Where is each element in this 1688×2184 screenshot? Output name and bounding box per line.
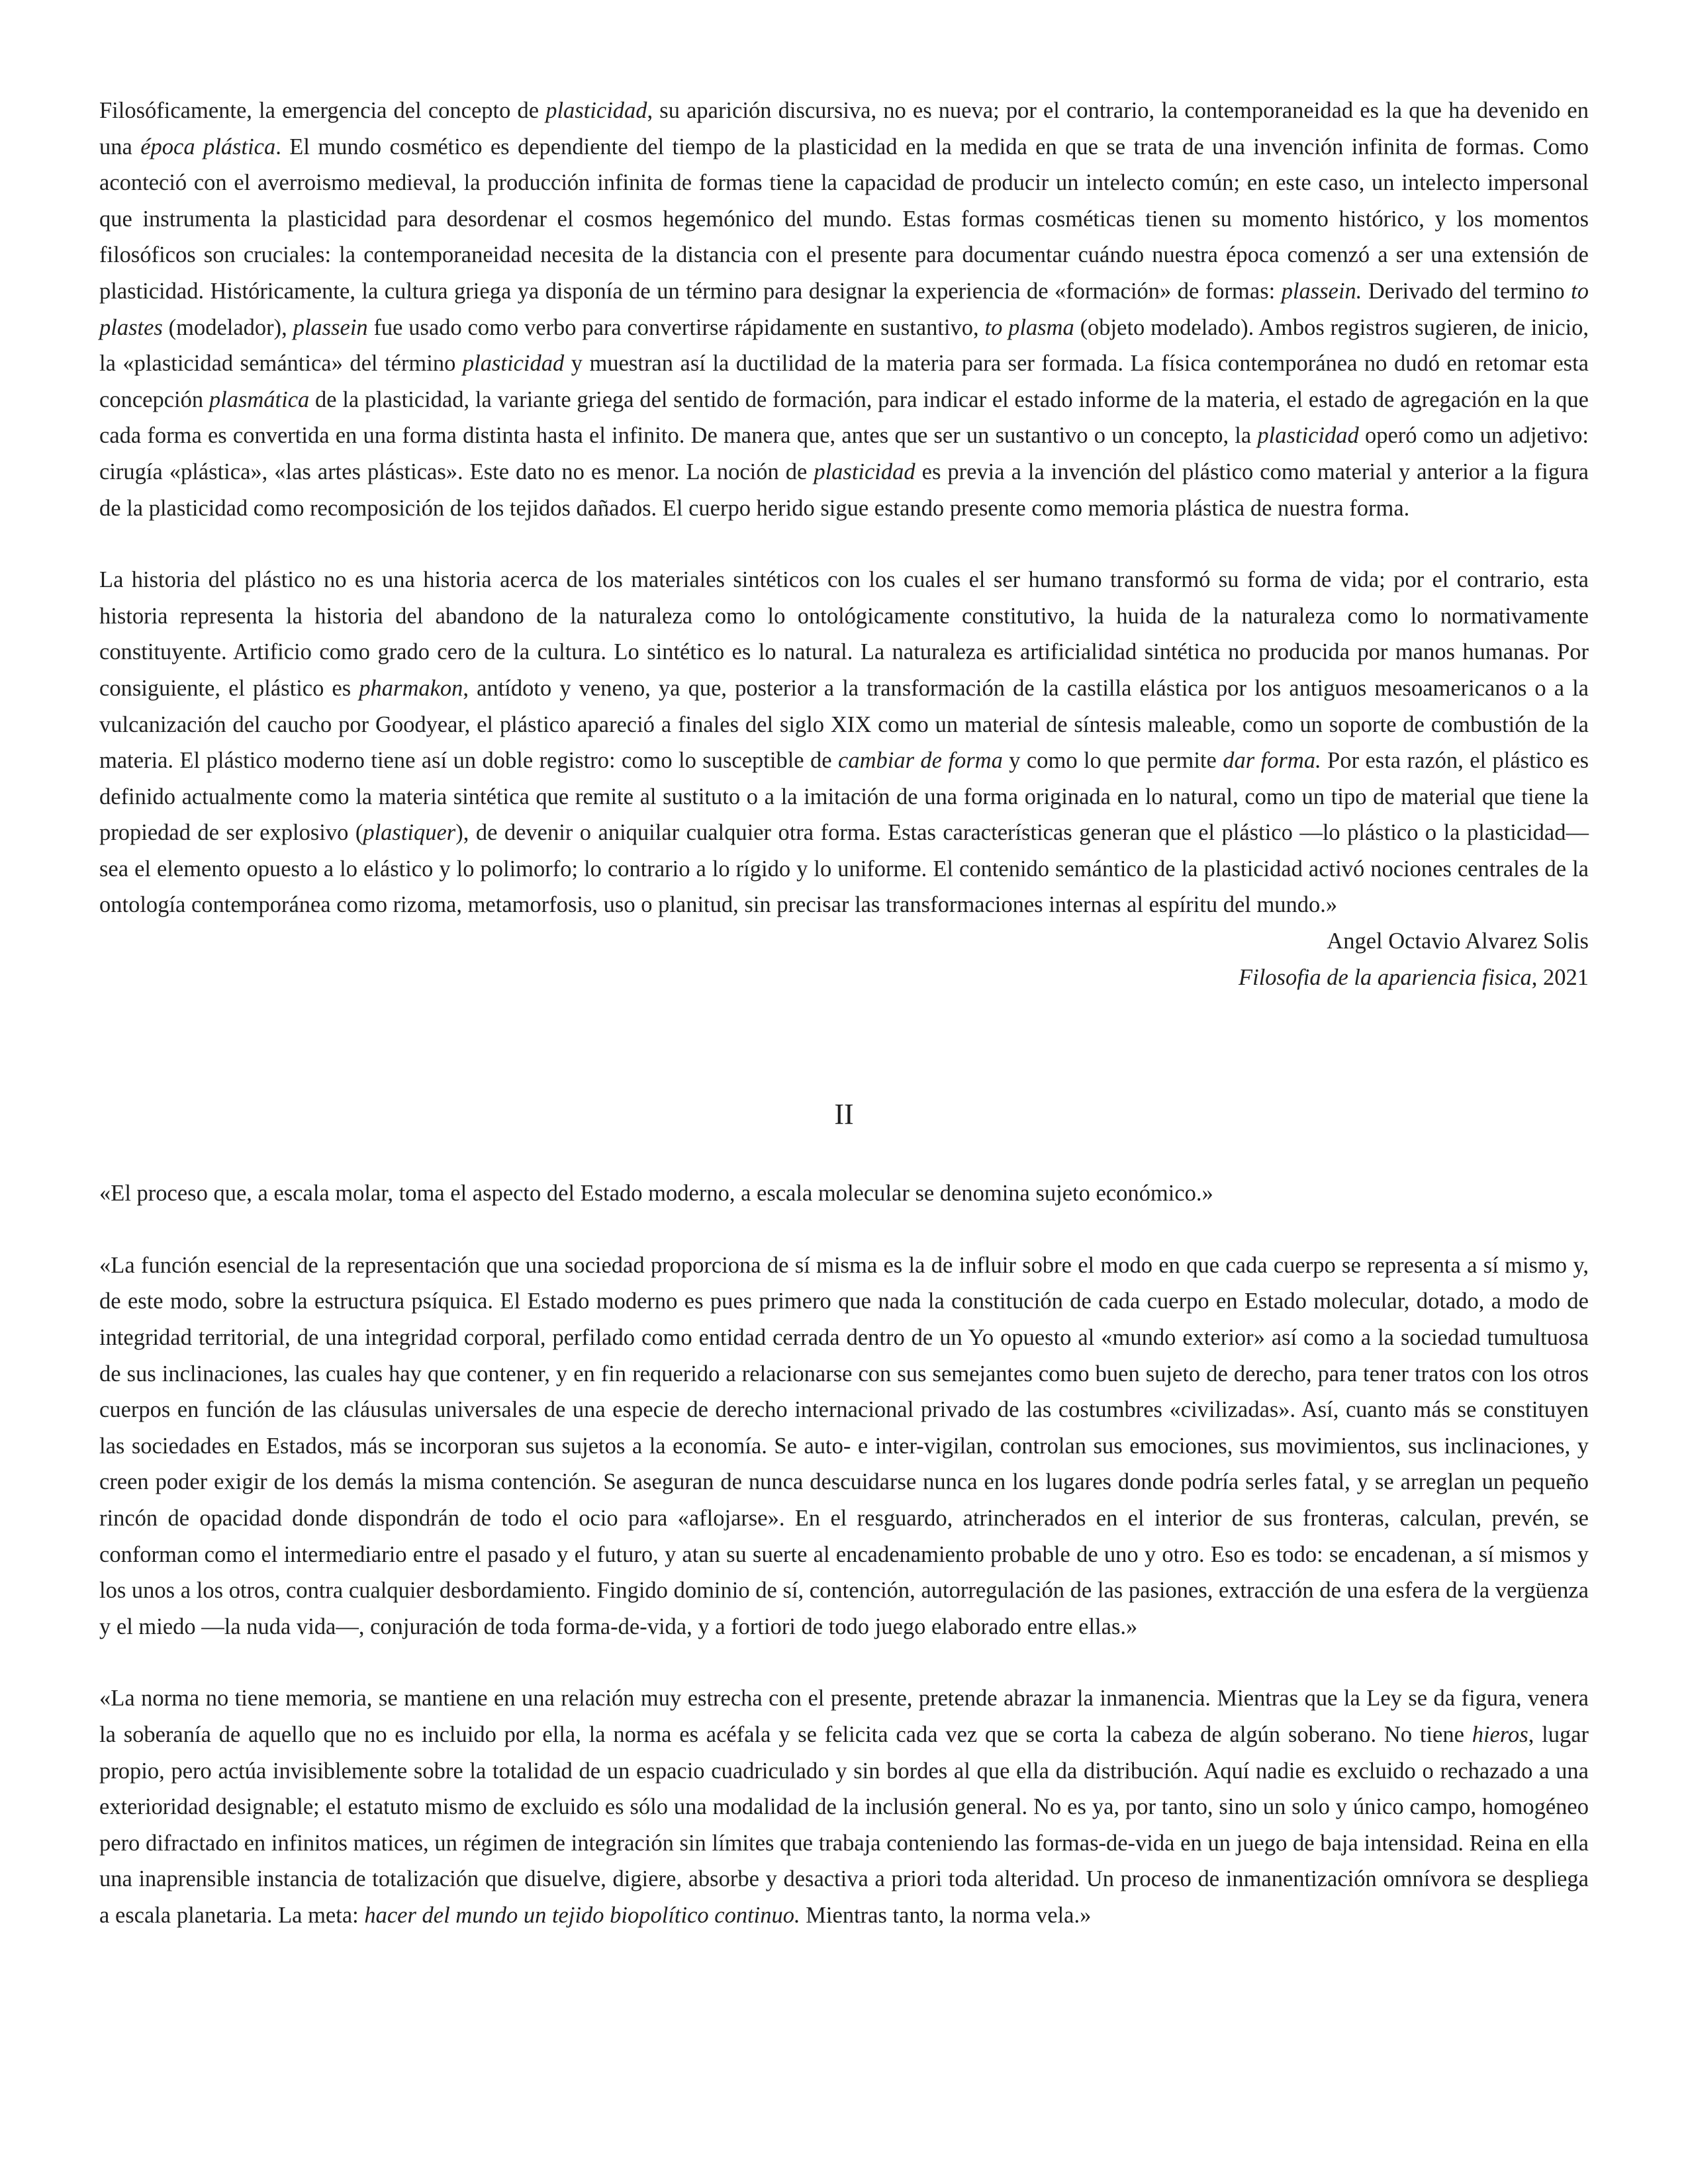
quote-sujeto-economico [99,1175,1589,1212]
text-run: Derivado del termino [1362,278,1571,304]
quote-estado-moderno [99,1248,1589,1645]
italic-term: plasticidad [545,98,647,123]
italic-term: hieros [1472,1721,1528,1747]
attribution-work-title: Filosofia de la apariencia fisica [1239,964,1532,990]
attribution [99,923,1589,995]
paragraph-spacer [99,1212,1589,1248]
text-run: operó como un adjetivo: cirugía «plástica», «las artes plásticas». Este dato no es menor. La noción de [99,423,1589,484]
text-run: Mientras tanto, la norma vela.» [800,1902,1092,1928]
text-run: Filosóficamente, la emergencia del concepto de [99,98,546,123]
text-run: La historia del plástico no es una historia acerca de los materiales sintéticos con los cuales el ser humano transformó su forma de vida; por el contrario, esta historia representa la historia del abandono de la naturaleza como lo ontológicamente constitutivo, la huida de la naturaleza como lo normativamente constituyente. Artificio como grado cero de la cultura. Lo sintético es lo natural. La naturaleza es artificialidad sintética no producida por manos humanas. Por consiguiente, el plástico es [99,567,1589,701]
paragraph-historia-plastico [99,562,1589,923]
attribution-author: Angel Octavio Alvarez Solis [1327,929,1589,954]
text-run: ), de devenir o aniquilar cualquier otra forma. Estas características generan que el plástico —lo plástico o la plasticidad— sea el elemento opuesto a lo elástico y lo polimorfo; lo contrario a lo rígido y lo uniforme. El contenido semántico de la plasticidad activó nociones centrales de la ontología contemporánea como rizoma, metamorfosis, uso o planitud, sin precisar las transformaciones internas al espíritu del mundo.» [99,820,1589,918]
text-run: (objeto modelado). Ambos registros sugieren, de inicio, la «plasticidad semántica» del término [99,314,1589,377]
italic-term: época plástica [140,134,276,159]
text-run: y como lo que permite [1002,748,1223,774]
italic-term: plasticidad [462,351,565,377]
attribution-work [99,960,1589,996]
text-run: (modelador), [162,314,293,340]
attribution-work-year: , 2021 [1531,964,1589,990]
italic-term: plasticidad [1257,423,1359,449]
document-page [99,93,1589,1934]
italic-term: plassein [293,314,368,340]
italic-term: plassein. [1281,278,1362,304]
text-run: es previa a la invención del plástico como material y anterior a la figura de la plasticidad como recomposición de los tejidos dañados. El cuerpo herido sigue estando presente como memoria plástica de nuestra forma. [99,459,1589,521]
italic-term: to plastes [99,278,1589,340]
text-run: «La norma no tiene memoria, se mantiene en una relación muy estrecha con el presente, pretende abrazar la inmanencia. Mientras que la Ley se da figura, venera la soberanía de aquello que no es incluido por ella, la norma es acéfala y se felicita cada vez que se corta la cabeza de algún soberano. No tiene [99,1686,1589,1747]
italic-term: to plasma [984,314,1074,340]
text-run: Por esta razón, el plástico es definido actualmente como la materia sintética que remite al sustituto o a la imitación de una forma originada en lo natural, como un tipo de material que tiene la propiedad de ser explosivo ( [99,748,1589,846]
quote-la-norma [99,1680,1589,1933]
text-run: . El mundo cosmético es dependiente del tiempo de la plasticidad en la medida en que se trata de una invención infinita de formas. Como aconteció con el averroismo medieval, la producción infinita de formas tiene la capacidad de producir un intelecto común; en este caso, un intelecto impersonal que instrumenta la plasticidad para desordenar el cosmos hegemónico del mundo. Estas formas cosméticas tienen su momento histórico, y los momentos filosóficos son cruciales: la contemporaneidad necesita de la distancia con el presente para documentar cuándo nuestra época comenzó a ser una extensión de plasticidad. Históricamente, la cultura griega ya disponía de un término para designar la experiencia de «formación» de formas: [99,134,1589,304]
text-run: «El proceso que, a escala molar, toma el aspecto del Estado moderno, a escala molecular se denomina sujeto económico.» [99,1181,1213,1206]
italic-term: hacer del mundo un tejido biopolítico continuo. [364,1902,800,1928]
section-numeral: II [834,1098,854,1131]
italic-term: cambiar de forma [838,748,1003,774]
text-run: , antídoto y veneno, ya que, posterior a la transformación de la castilla elástica por los antiguos mesoamericanos o a la vulcanización del caucho por Goodyear, el plástico apareció a finales del siglo XIX como un material de síntesis maleable, como un soporte de combustión de la materia. El plástico moderno tiene así un doble registro: como lo susceptible de [99,675,1589,774]
italic-term: plasmática [209,387,310,412]
text-run: , lugar propio, pero actúa invisiblemente sobre la totalidad de un espacio cuadriculado y sin bordes al que ella da distribución. Aquí nadie es excluido o rechazado a una exterioridad designable; el estatuto mismo de excluido es sólo una modalidad de la inclusión general. No es ya, por tanto, sino un solo y único campo, homogéneo pero difractado en infinitos matices, un régimen de integración sin límites que trabaja conteniendo las formas-de-vida en un juego de baja intensidad. Reina en ella una inaprensible instancia de totalización que disuelve, digiere, absorbe y desactiva a priori toda alteridad. Un proceso de inmanentización omnívora se despliega a escala planetaria. La meta: [99,1721,1589,1928]
text-run: «La función esencial de la representación que una sociedad proporciona de sí misma es la de influir sobre el modo en que cada cuerpo se representa a sí mismo y, de este modo, sobre la estructura psíquica. El Estado moderno es pues primero que nada la constitución de cada cuerpo en Estado molecular, dotado, a modo de integridad territorial, de una integridad corporal, perfilado como entidad cerrada dentro de un Yo opuesto al «mundo exterior» así como a la sociedad tumultuosa de sus inclinaciones, las cuales hay que contener, y en fin requerido a relacionarse con sus semejantes como buen sujeto de derecho, para tener tratos con los otros cuerpos en función de las cláusulas universales de una especie de derecho internacional privado de las costumbres «civilizadas». Así, cuanto más se constituyen las sociedades en Estados, más se incorporan sus sujetos a la economía. Se auto- e inter-vigilan, controlan sus emociones, sus movimientos, sus inclinaciones, y creen poder exigir de los demás la misma contención. Se aseguran de nunca descuidarse nunca en los lugares donde podría serles fatal, y se arreglan un pequeño rincón de opacidad donde dispondrán de todo el ocio para «aflojarse». En el resguardo, atrincherados en el interior de sus fronteras, calculan, prevén, se conforman como el intermediario entre el pasado y el futuro, y atan su suerte al encadenamiento probable de uno y otro. Eso es todo: se encadenan, a sí mismos y los unos a los otros, contra cualquier desbordamiento. Fingido dominio de sí, contención, autorregulación de las pasiones, extracción de una esfera de la vergüenza y el miedo —la nuda vida—, conjuración de toda forma-de-vida, y a fortiori de todo juego elaborado entre ellas.» [99,1252,1589,1639]
text-run: y muestran así la ductilidad de la materia para ser formada. La física contemporánea no dudó en retomar esta concepción [99,351,1589,412]
text-run: de la plasticidad, la variante griega del sentido de formación, para indicar el estado informe de la materia, el estado de agregación en la que cada forma es convertida en una forma distinta hasta el infinito. De manera que, antes que ser un sustantivo o un concepto, la [99,387,1589,449]
italic-term: dar forma. [1223,748,1321,774]
italic-term: plasticidad [814,459,915,484]
paragraph-plasticidad [99,93,1589,526]
text-run: fue usado como verbo para convertirse rápidamente en sustantivo, [367,314,985,340]
paragraph-spacer [99,526,1589,562]
text-run: , su aparición discursiva, no es nueva; por el contrario, la contemporaneidad es la que ha devenido en una [99,98,1589,159]
italic-term: plastiquer [363,820,456,846]
italic-term: pharmakon [359,675,463,701]
paragraph-spacer [99,1645,1589,1680]
